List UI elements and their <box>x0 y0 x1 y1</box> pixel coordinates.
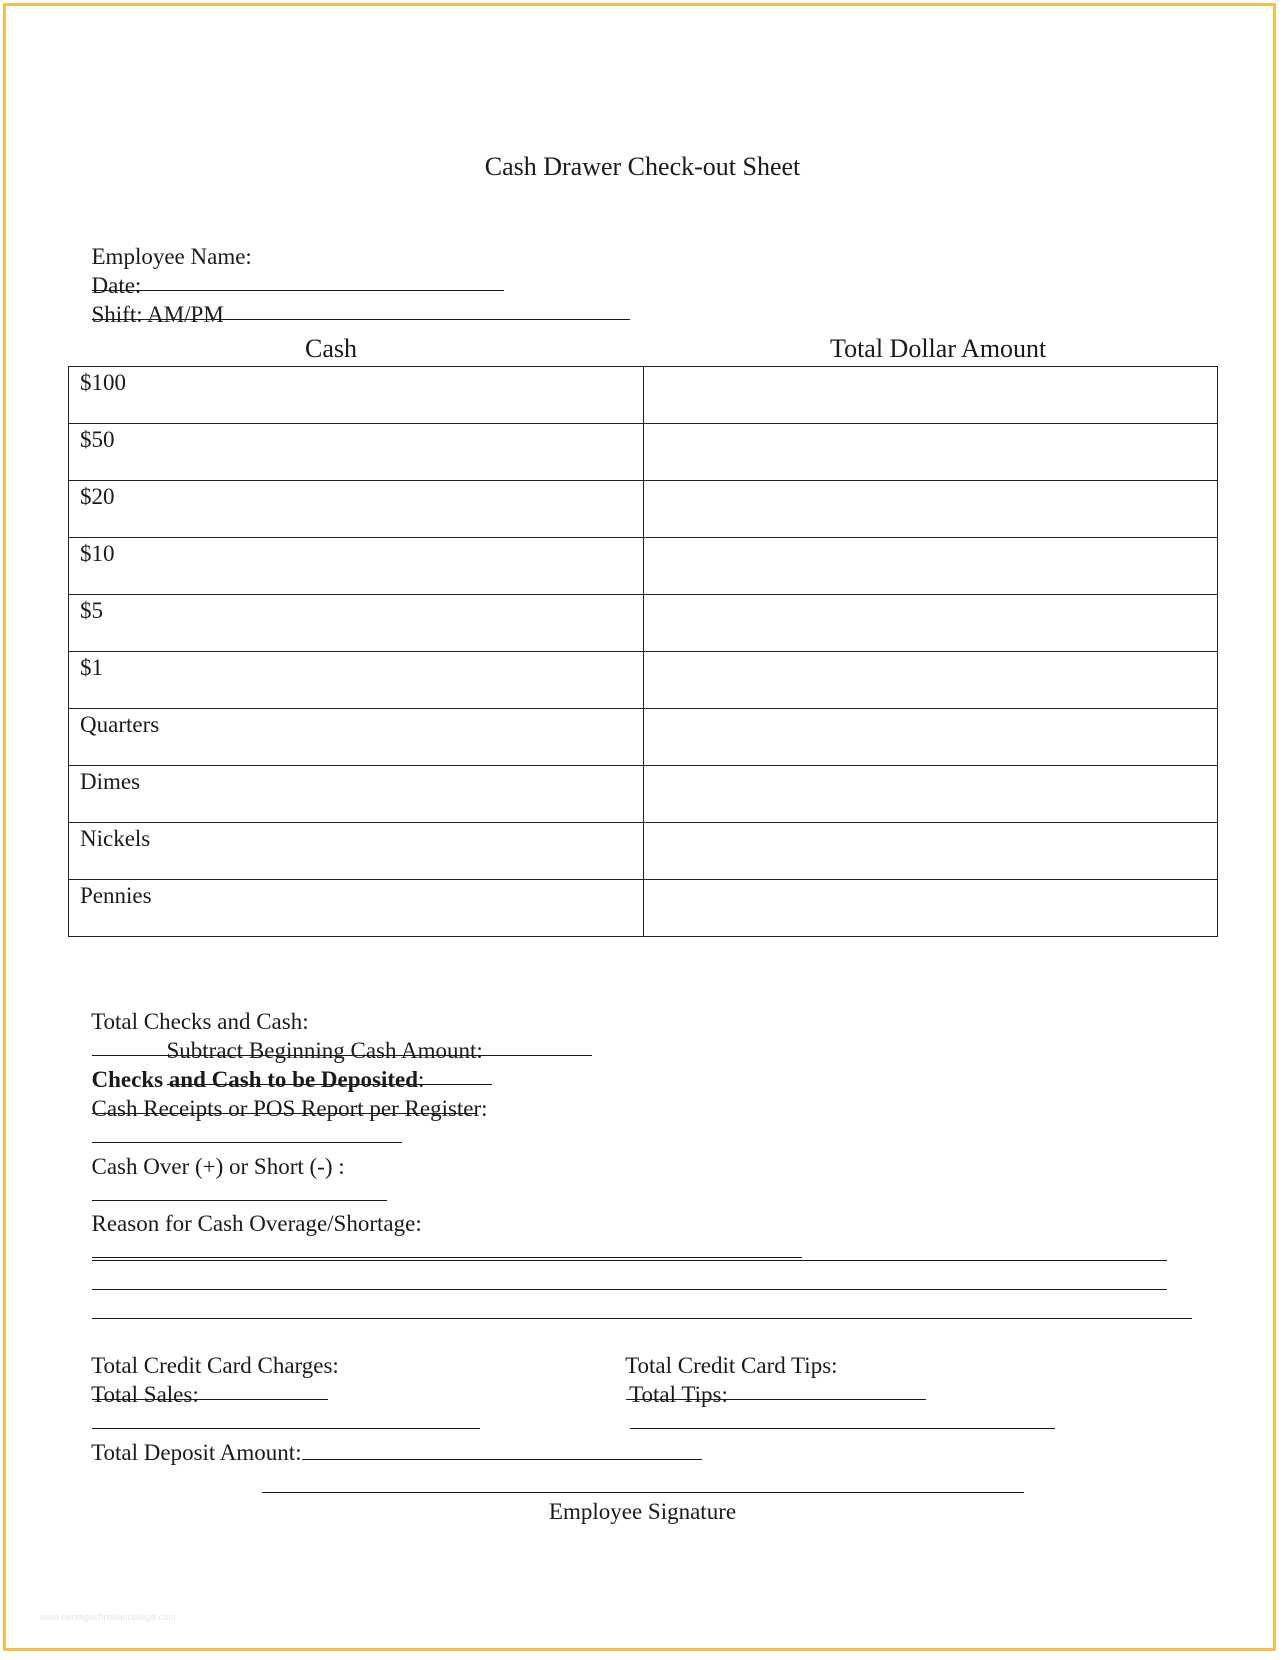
cash-row <box>69 367 1218 424</box>
cash-row <box>69 766 1218 823</box>
amount-cell[interactable] <box>643 481 1218 538</box>
denomination-label: $20 <box>69 481 644 538</box>
deposit-amount-field[interactable] <box>302 1439 702 1460</box>
cash-row <box>69 709 1218 766</box>
date-label: Date: <box>91 273 142 298</box>
amount-cell[interactable] <box>643 538 1218 595</box>
denomination-label: $5 <box>69 595 644 652</box>
amount-cell[interactable] <box>643 709 1218 766</box>
total-checks-cash-label: Total Checks and Cash: <box>91 1009 309 1034</box>
denomination-label: $10 <box>69 538 644 595</box>
reason-extra-line-4 <box>80 1272 1192 1325</box>
amount-cell[interactable] <box>643 424 1218 481</box>
amount-cell[interactable] <box>643 367 1218 424</box>
cash-row <box>69 595 1218 652</box>
denomination-label: Quarters <box>69 709 644 766</box>
denomination-label: $1 <box>69 652 644 709</box>
amount-column-header: Total Dollar Amount <box>830 334 1047 363</box>
signature-field[interactable] <box>262 1492 1024 1493</box>
watermark-text: www.heritagechristiancollege.com <box>40 1612 176 1622</box>
denomination-label: Dimes <box>69 766 644 823</box>
amount-cell[interactable] <box>643 823 1218 880</box>
page-title: Cash Drawer Check-out Sheet <box>484 152 801 181</box>
to-be-deposited-label: Checks and Cash to be Deposited <box>91 1067 419 1092</box>
denomination-label: $100 <box>69 367 644 424</box>
total-tips-label: Total Tips: <box>629 1382 728 1407</box>
cash-row <box>69 424 1218 481</box>
denomination-label: Pennies <box>69 880 644 937</box>
to-be-deposited-colon: : <box>418 1067 425 1092</box>
denomination-label: Nickels <box>69 823 644 880</box>
subtract-beginning-label: Subtract Beginning Cash Amount: <box>166 1038 483 1063</box>
cash-row <box>69 823 1218 880</box>
amount-cell[interactable] <box>643 766 1218 823</box>
reason-label: Reason for Cash Overage/Shortage: <box>91 1211 422 1236</box>
cash-row <box>69 652 1218 709</box>
cash-column-header: Cash <box>305 334 357 363</box>
amount-cell[interactable] <box>643 595 1218 652</box>
cash-row <box>69 538 1218 595</box>
cash-receipts-label: Cash Receipts or POS Report per Register: <box>91 1096 488 1121</box>
cc-tips-label: Total Credit Card Tips: <box>625 1353 838 1378</box>
signature-label: Employee Signature <box>548 1499 737 1524</box>
denomination-label: $50 <box>69 424 644 481</box>
deposit-amount-line <box>80 1413 702 1466</box>
cc-charges-label: Total Credit Card Charges: <box>91 1353 339 1378</box>
shift-line <box>80 276 224 328</box>
employee-name-label: Employee Name: <box>91 244 252 269</box>
reason-field-4[interactable] <box>92 1298 1192 1319</box>
over-short-label: Cash Over (+) or Short (-) : <box>91 1154 345 1179</box>
deposit-amount-label: Total Deposit Amount: <box>91 1440 302 1465</box>
shift-label: Shift: AM/PM <box>91 302 224 327</box>
amount-cell[interactable] <box>643 880 1218 937</box>
total-sales-label: Total Sales: <box>91 1382 199 1407</box>
cash-row <box>69 481 1218 538</box>
cash-count-table <box>68 366 1218 937</box>
cash-row <box>69 880 1218 937</box>
amount-cell[interactable] <box>643 652 1218 709</box>
